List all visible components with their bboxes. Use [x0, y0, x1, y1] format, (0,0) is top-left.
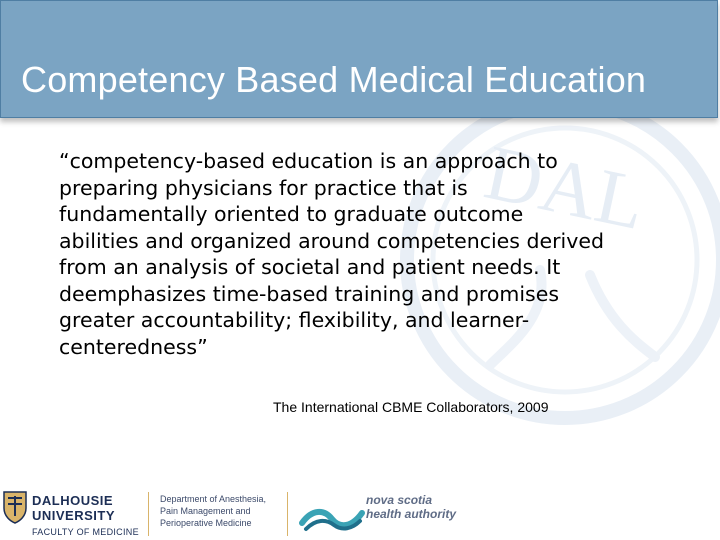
- footer-divider: [287, 492, 288, 536]
- footer-logos: [0, 485, 720, 540]
- department-line: Department of Anesthesia,: [160, 494, 267, 504]
- quote-line: “competency-based education is an approach to: [59, 149, 558, 173]
- watermark-text: DAL: [477, 127, 653, 247]
- dalhousie-crest-icon: [2, 490, 28, 524]
- dalhousie-university: UNIVERSITY: [32, 508, 116, 523]
- nova-scotia-wave-icon: [298, 499, 368, 533]
- quote-line: centeredness”: [59, 334, 208, 359]
- title-bar: [0, 0, 718, 118]
- quote-line: deemphasizes time-based training and promises: [59, 281, 560, 306]
- slide-title: Competency Based Medical Education: [21, 59, 647, 100]
- department-line: Pain Management and: [160, 506, 251, 516]
- quote-line: abilities and organized around competencies derived: [59, 228, 604, 253]
- citation: The International CBME Collaborators, 2009: [273, 399, 549, 415]
- health-authority-name: health authority: [366, 507, 457, 521]
- department-name: [160, 493, 266, 529]
- department-line: Perioperative Medicine: [160, 518, 252, 528]
- footer-divider: [148, 492, 149, 536]
- quote-line: from an analysis of societal and patient needs. It: [59, 255, 561, 279]
- dalhousie-name: DALHOUSIE: [32, 493, 114, 508]
- quote-line: preparing physicians for practice that is: [59, 175, 468, 200]
- quote-line: fundamentally oriented to graduate outcome: [59, 202, 524, 226]
- quote-line: greater accountability; flexibility, and learner-: [59, 308, 530, 332]
- faculty-of-medicine: FACULTY OF MEDICINE: [32, 527, 139, 537]
- quote-block: [59, 148, 679, 360]
- nova-scotia-name: nova scotia: [366, 493, 433, 507]
